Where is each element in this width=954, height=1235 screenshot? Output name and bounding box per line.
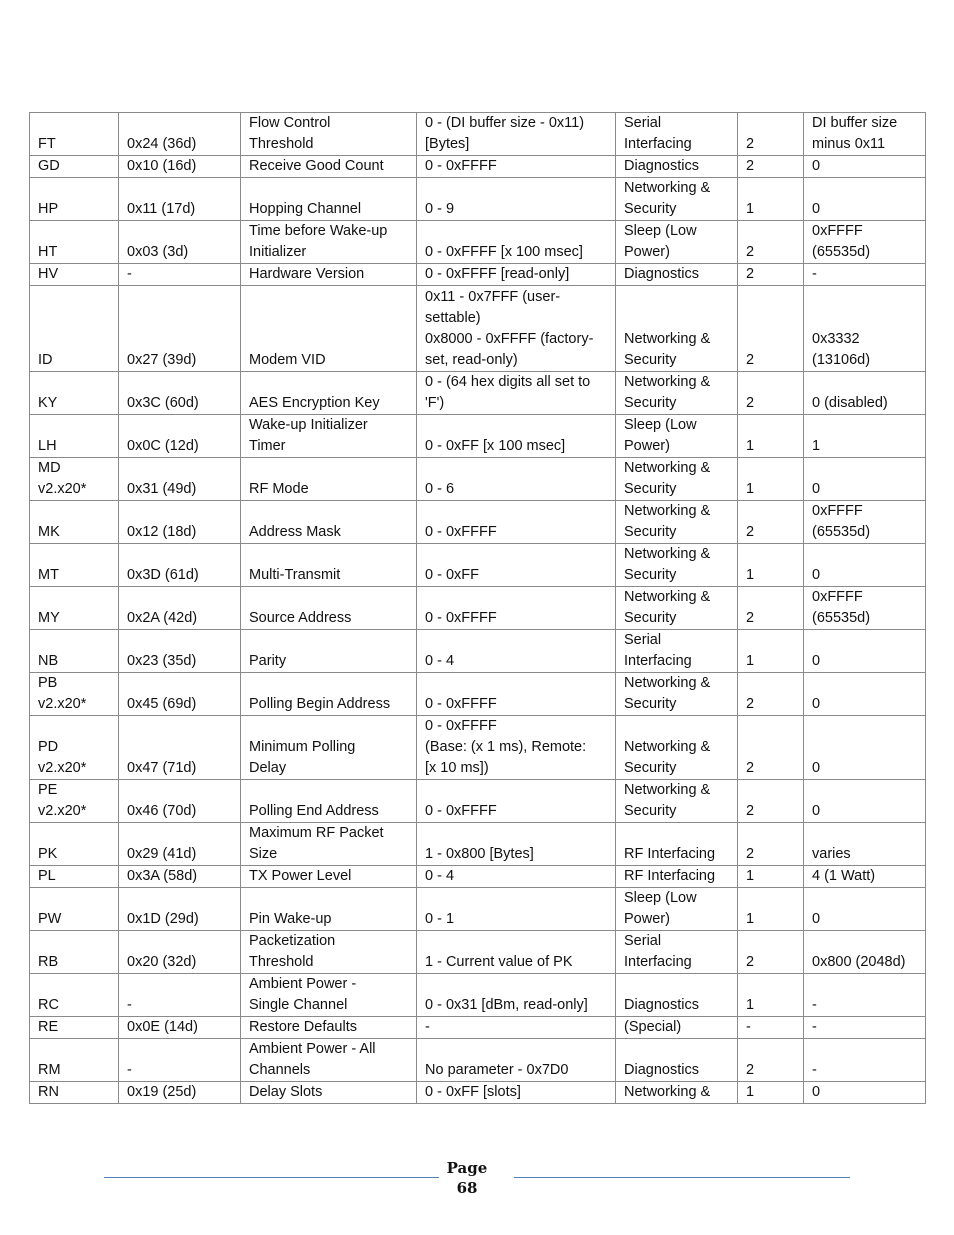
bytes-cell: 2: [738, 716, 804, 780]
default-cell: DI buffer size minus 0x11: [804, 113, 926, 156]
default-cell: 0xFFFF (65535d): [804, 501, 926, 544]
description-cell: Modem VID: [241, 286, 417, 372]
command-cell: KY: [30, 372, 119, 415]
parameter-number-cell: 0x31 (49d): [119, 458, 241, 501]
category-cell: RF Interfacing: [616, 866, 738, 888]
parameter-range-cell: -: [417, 1017, 616, 1039]
parameter-number-cell: 0x03 (3d): [119, 221, 241, 264]
bytes-cell: 2: [738, 264, 804, 286]
description-cell: Pin Wake-up: [241, 888, 417, 931]
footer-rule-right: [514, 1177, 850, 1178]
description-cell: Maximum RF Packet Size: [241, 823, 417, 866]
default-cell: 0: [804, 780, 926, 823]
command-cell: LH: [30, 415, 119, 458]
parameter-number-cell: 0x45 (69d): [119, 673, 241, 716]
category-cell: Networking & Security: [616, 716, 738, 780]
default-cell: 0xFFFF (65535d): [804, 587, 926, 630]
description-cell: Wake-up Initializer Timer: [241, 415, 417, 458]
command-cell: MT: [30, 544, 119, 587]
default-cell: 0: [804, 156, 926, 178]
bytes-cell: 1: [738, 974, 804, 1017]
command-cell: MK: [30, 501, 119, 544]
description-cell: Multi-Transmit: [241, 544, 417, 587]
parameter-range-cell: 1 - Current value of PK: [417, 931, 616, 974]
command-cell: HT: [30, 221, 119, 264]
table-row: [30, 544, 926, 587]
description-cell: Ambient Power - All Channels: [241, 1039, 417, 1082]
default-cell: 0: [804, 544, 926, 587]
command-cell: PD v2.x20*: [30, 716, 119, 780]
parameter-range-cell: 0 - 0xFFFF: [417, 156, 616, 178]
table-row: [30, 866, 926, 888]
default-cell: 0: [804, 716, 926, 780]
table-row: [30, 888, 926, 931]
command-cell: RM: [30, 1039, 119, 1082]
default-cell: varies: [804, 823, 926, 866]
default-cell: 0: [804, 458, 926, 501]
bytes-cell: 2: [738, 286, 804, 372]
description-cell: Hardware Version: [241, 264, 417, 286]
bytes-cell: 1: [738, 888, 804, 931]
parameter-number-cell: 0x19 (25d): [119, 1082, 241, 1104]
bytes-cell: 2: [738, 587, 804, 630]
bytes-cell: 1: [738, 630, 804, 673]
parameter-number-cell: 0x29 (41d): [119, 823, 241, 866]
parameter-number-cell: 0x0C (12d): [119, 415, 241, 458]
category-cell: Networking &: [616, 1082, 738, 1104]
default-cell: 0: [804, 888, 926, 931]
table-row: [30, 587, 926, 630]
parameter-range-cell: 0 - 6: [417, 458, 616, 501]
parameter-number-cell: 0x46 (70d): [119, 780, 241, 823]
table-row: [30, 974, 926, 1017]
description-cell: Packetization Threshold: [241, 931, 417, 974]
default-cell: -: [804, 1039, 926, 1082]
table-row: [30, 673, 926, 716]
parameter-number-cell: 0x2A (42d): [119, 587, 241, 630]
command-cell: FT: [30, 113, 119, 156]
default-cell: 0: [804, 1082, 926, 1104]
table-row: [30, 415, 926, 458]
parameter-range-cell: 0 - 4: [417, 630, 616, 673]
default-cell: -: [804, 974, 926, 1017]
category-cell: Networking & Security: [616, 178, 738, 221]
bytes-cell: 2: [738, 372, 804, 415]
command-cell: RB: [30, 931, 119, 974]
parameter-range-cell: 0 - (DI buffer size - 0x11) [Bytes]: [417, 113, 616, 156]
default-cell: 0: [804, 178, 926, 221]
command-cell: PW: [30, 888, 119, 931]
category-cell: Diagnostics: [616, 156, 738, 178]
bytes-cell: 1: [738, 544, 804, 587]
parameter-number-cell: 0x27 (39d): [119, 286, 241, 372]
bytes-cell: 2: [738, 156, 804, 178]
parameter-number-cell: 0x1D (29d): [119, 888, 241, 931]
table-row: [30, 1017, 926, 1039]
bytes-cell: 1: [738, 415, 804, 458]
default-cell: 0 (disabled): [804, 372, 926, 415]
parameter-range-cell: 0 - 9: [417, 178, 616, 221]
table-row: [30, 286, 926, 372]
description-cell: Polling Begin Address: [241, 673, 417, 716]
category-cell: Serial Interfacing: [616, 113, 738, 156]
default-cell: 0x800 (2048d): [804, 931, 926, 974]
parameter-number-cell: 0x20 (32d): [119, 931, 241, 974]
bytes-cell: 2: [738, 931, 804, 974]
table-row: [30, 264, 926, 286]
description-cell: Time before Wake-up Initializer: [241, 221, 417, 264]
description-cell: Source Address: [241, 587, 417, 630]
bytes-cell: 2: [738, 1039, 804, 1082]
description-cell: Polling End Address: [241, 780, 417, 823]
bytes-cell: 2: [738, 221, 804, 264]
category-cell: Networking & Security: [616, 458, 738, 501]
table-row: [30, 1082, 926, 1104]
parameter-range-cell: 0x11 - 0x7FFF (user- settable) 0x8000 - 0xFFFF (factory- set, read-only): [417, 286, 616, 372]
command-cell: ID: [30, 286, 119, 372]
bytes-cell: 2: [738, 501, 804, 544]
parameter-number-cell: 0x24 (36d): [119, 113, 241, 156]
parameter-number-cell: 0x11 (17d): [119, 178, 241, 221]
table-row: [30, 372, 926, 415]
description-cell: Restore Defaults: [241, 1017, 417, 1039]
command-cell: PL: [30, 866, 119, 888]
table-row: [30, 823, 926, 866]
bytes-cell: 2: [738, 780, 804, 823]
command-cell: GD: [30, 156, 119, 178]
parameter-number-cell: 0x23 (35d): [119, 630, 241, 673]
parameter-range-cell: 0 - 0xFFFF: [417, 780, 616, 823]
bytes-cell: 2: [738, 113, 804, 156]
parameter-range-cell: 0 - 0xFFFF: [417, 673, 616, 716]
category-cell: Sleep (Low Power): [616, 415, 738, 458]
table-row: [30, 458, 926, 501]
command-cell: HV: [30, 264, 119, 286]
bytes-cell: 2: [738, 673, 804, 716]
command-cell: RC: [30, 974, 119, 1017]
command-reference-table: [29, 112, 926, 1104]
bytes-cell: -: [738, 1017, 804, 1039]
parameter-number-cell: -: [119, 264, 241, 286]
command-cell: MD v2.x20*: [30, 458, 119, 501]
parameter-number-cell: 0x0E (14d): [119, 1017, 241, 1039]
table-row: [30, 931, 926, 974]
description-cell: Parity: [241, 630, 417, 673]
command-cell: RN: [30, 1082, 119, 1104]
category-cell: Diagnostics: [616, 264, 738, 286]
category-cell: Serial Interfacing: [616, 630, 738, 673]
bytes-cell: 2: [738, 823, 804, 866]
table-row: [30, 716, 926, 780]
bytes-cell: 1: [738, 1082, 804, 1104]
default-cell: -: [804, 1017, 926, 1039]
default-cell: 0: [804, 673, 926, 716]
category-cell: Serial Interfacing: [616, 931, 738, 974]
parameter-range-cell: No parameter - 0x7D0: [417, 1039, 616, 1082]
command-cell: PE v2.x20*: [30, 780, 119, 823]
bytes-cell: 1: [738, 866, 804, 888]
category-cell: Networking & Security: [616, 673, 738, 716]
category-cell: Diagnostics: [616, 974, 738, 1017]
default-cell: 4 (1 Watt): [804, 866, 926, 888]
parameter-range-cell: 0 - 0xFF: [417, 544, 616, 587]
table-row: [30, 630, 926, 673]
parameter-number-cell: 0x10 (16d): [119, 156, 241, 178]
table-row: [30, 221, 926, 264]
parameter-number-cell: 0x3D (61d): [119, 544, 241, 587]
default-cell: 0: [804, 630, 926, 673]
default-cell: 0xFFFF (65535d): [804, 221, 926, 264]
category-cell: Networking & Security: [616, 501, 738, 544]
description-cell: TX Power Level: [241, 866, 417, 888]
parameter-range-cell: 1 - 0x800 [Bytes]: [417, 823, 616, 866]
parameter-range-cell: 0 - 0xFFFF: [417, 501, 616, 544]
category-cell: Networking & Security: [616, 780, 738, 823]
page-footer: [0, 1158, 954, 1208]
parameter-range-cell: 0 - 0xFFFF (Base: (x 1 ms), Remote: [x 10 ms]): [417, 716, 616, 780]
default-cell: 1: [804, 415, 926, 458]
description-cell: RF Mode: [241, 458, 417, 501]
parameter-range-cell: 0 - 0xFFFF [x 100 msec]: [417, 221, 616, 264]
parameter-range-cell: 0 - 0xFF [slots]: [417, 1082, 616, 1104]
default-cell: -: [804, 264, 926, 286]
category-cell: Networking & Security: [616, 286, 738, 372]
command-cell: PK: [30, 823, 119, 866]
command-cell: MY: [30, 587, 119, 630]
parameter-number-cell: 0x12 (18d): [119, 501, 241, 544]
category-cell: Networking & Security: [616, 372, 738, 415]
bytes-cell: 1: [738, 458, 804, 501]
category-cell: Diagnostics: [616, 1039, 738, 1082]
page-number: Page 68: [446, 1159, 488, 1197]
table-row: [30, 156, 926, 178]
default-cell: 0x3332 (13106d): [804, 286, 926, 372]
parameter-range-cell: 0 - (64 hex digits all set to 'F'): [417, 372, 616, 415]
parameter-range-cell: 0 - 0xFFFF: [417, 587, 616, 630]
parameter-range-cell: 0 - 4: [417, 866, 616, 888]
description-cell: Minimum Polling Delay: [241, 716, 417, 780]
command-cell: RE: [30, 1017, 119, 1039]
parameter-range-cell: 0 - 0xFFFF [read-only]: [417, 264, 616, 286]
description-cell: Ambient Power - Single Channel: [241, 974, 417, 1017]
table-row: [30, 113, 926, 156]
category-cell: RF Interfacing: [616, 823, 738, 866]
category-cell: Networking & Security: [616, 544, 738, 587]
description-cell: Hopping Channel: [241, 178, 417, 221]
command-cell: NB: [30, 630, 119, 673]
category-cell: (Special): [616, 1017, 738, 1039]
command-cell: HP: [30, 178, 119, 221]
parameter-range-cell: 0 - 0xFF [x 100 msec]: [417, 415, 616, 458]
table-body: [30, 113, 926, 1104]
parameter-number-cell: 0x3C (60d): [119, 372, 241, 415]
category-cell: Sleep (Low Power): [616, 888, 738, 931]
parameter-number-cell: -: [119, 974, 241, 1017]
footer-rule-left: [104, 1177, 439, 1178]
parameter-number-cell: -: [119, 1039, 241, 1082]
table-row: [30, 1039, 926, 1082]
command-cell: PB v2.x20*: [30, 673, 119, 716]
table-row: [30, 178, 926, 221]
table-row: [30, 501, 926, 544]
description-cell: Flow Control Threshold: [241, 113, 417, 156]
parameter-range-cell: 0 - 0x31 [dBm, read-only]: [417, 974, 616, 1017]
parameter-number-cell: 0x3A (58d): [119, 866, 241, 888]
table-row: [30, 780, 926, 823]
parameter-number-cell: 0x47 (71d): [119, 716, 241, 780]
parameter-range-cell: 0 - 1: [417, 888, 616, 931]
description-cell: Delay Slots: [241, 1082, 417, 1104]
category-cell: Networking & Security: [616, 587, 738, 630]
bytes-cell: 1: [738, 178, 804, 221]
category-cell: Sleep (Low Power): [616, 221, 738, 264]
description-cell: Address Mask: [241, 501, 417, 544]
description-cell: Receive Good Count: [241, 156, 417, 178]
description-cell: AES Encryption Key: [241, 372, 417, 415]
